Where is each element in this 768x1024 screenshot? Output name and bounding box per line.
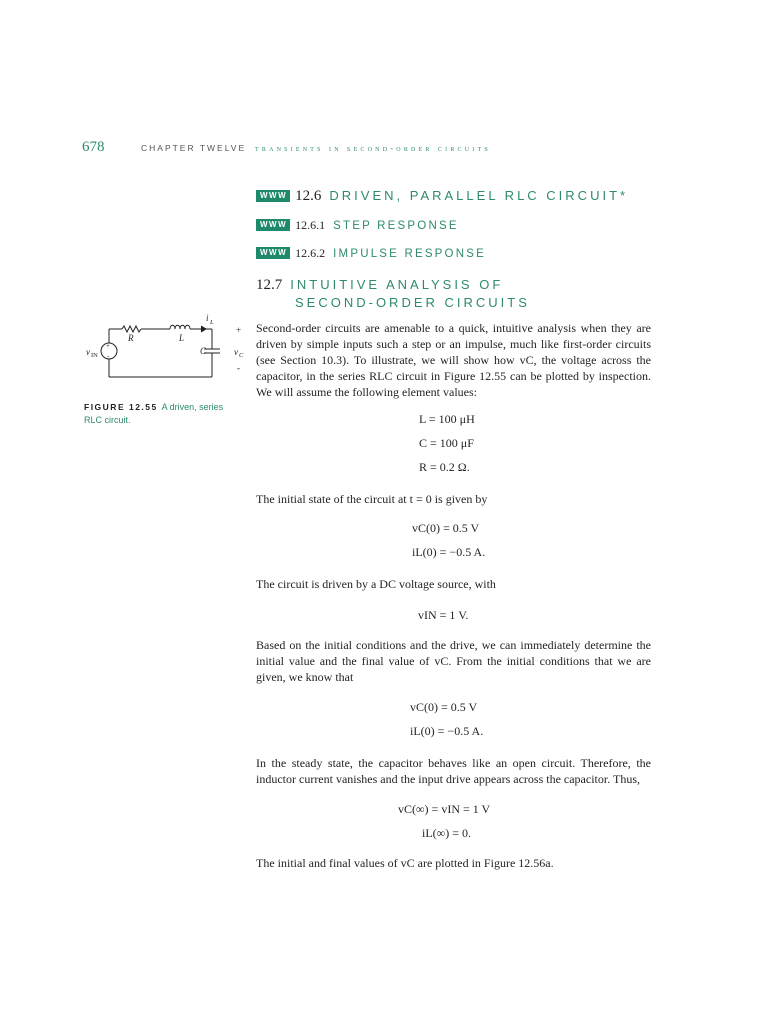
section-number: 12.6.2: [295, 246, 326, 260]
vc-plus-label: +: [236, 325, 242, 335]
il-sub-label: L: [210, 319, 214, 326]
equation-vc0: vC(0) = 0.5 V: [412, 521, 480, 535]
section-title: DRIVEN, PARALLEL RLC CIRCUIT*: [329, 188, 629, 203]
section-number: 12.6: [295, 188, 322, 204]
figure-caption-text: A driven, series: [161, 402, 224, 412]
equation-vin: vIN = 1 V.: [418, 608, 469, 622]
equation-r: R = 0.2 Ω.: [419, 460, 470, 474]
vc-sub-label: C: [239, 352, 244, 359]
resistor-symbol: [122, 326, 141, 332]
vin-label: v: [86, 347, 90, 357]
equation-il0: iL(0) = −0.5 A.: [412, 545, 486, 559]
section-number: 12.6.1: [295, 218, 326, 232]
section-12-7-heading: [256, 277, 503, 294]
c-label: C: [200, 346, 207, 356]
inductor-symbol: [170, 325, 190, 329]
section-12-6-2-heading: [256, 246, 486, 261]
section-number: 12.7: [256, 277, 283, 293]
figure-caption: [84, 402, 223, 412]
paragraph-intro: Second-order circuits are amenable to a quick, intuitive analysis when they are driven by simple inputs such a step or an impulse, much like first-order circuits (see Section 10.3). To illustrate, we will show how vC, the voltage across the capacitor, in the series RLC circuit in Figure 12.55 can be plotted by inspection. We will assume the following element values:: [256, 321, 651, 399]
section-title-line2: SECOND-ORDER CIRCUITS: [295, 295, 530, 310]
figure-label: FIGURE 12.55: [84, 402, 158, 412]
paragraph-plotted: The initial and final values of vC are plotted in Figure 12.56a.: [256, 856, 554, 870]
equation-vc-infinity: vC(∞) = vIN = 1 V: [398, 802, 491, 816]
www-badge[interactable]: WWW: [256, 190, 290, 202]
www-badge[interactable]: WWW: [256, 219, 290, 231]
equation-il-infinity: iL(∞) = 0.: [422, 826, 471, 840]
www-badge[interactable]: WWW: [256, 247, 290, 259]
equation-c: C = 100 μF: [419, 436, 474, 450]
source-minus-label: -: [107, 352, 110, 360]
running-title: transients in second-order circuits: [255, 143, 491, 153]
section-12-6-heading: [256, 188, 628, 205]
rlc-circuit-diagram: [82, 312, 254, 384]
paragraph-initial-state: The initial state of the circuit at t = 0 is given by: [256, 492, 488, 506]
section-title-line1: INTUITIVE ANALYSIS OF: [290, 277, 504, 292]
paragraph-steady-state: In the steady state, the capacitor behaves like an open circuit. Therefore, the inductor current vanishes and the input drive appears across the capacitor. Thus,: [256, 756, 651, 786]
equation-vc0-repeat: vC(0) = 0.5 V: [410, 700, 478, 714]
chapter-label: CHAPTER TWELVE: [141, 143, 247, 153]
page-number: 678: [82, 139, 105, 155]
equation-l: L = 100 μH: [419, 412, 475, 426]
l-label: L: [179, 333, 185, 343]
vc-label: v: [234, 347, 238, 357]
current-arrow: [201, 326, 206, 332]
source-plus-label: +: [106, 342, 110, 350]
vc-minus-label: -: [237, 363, 240, 373]
section-title: STEP RESPONSE: [333, 220, 459, 232]
equation-il0-repeat: iL(0) = −0.5 A.: [410, 724, 484, 738]
paragraph-initial-final: Based on the initial conditions and the drive, we can immediately determine the initial value and the final value of vC. From the initial conditions that we are given, we know that: [256, 638, 651, 684]
section-12-6-1-heading: [256, 218, 459, 233]
section-title: IMPULSE RESPONSE: [333, 248, 486, 260]
figure-caption-text-2: RLC circuit.: [84, 415, 131, 425]
vin-sub-label: IN: [91, 352, 98, 359]
il-label: i: [206, 313, 209, 323]
r-label: R: [128, 333, 134, 343]
paragraph-dc-source: The circuit is driven by a DC voltage source, with: [256, 577, 496, 591]
